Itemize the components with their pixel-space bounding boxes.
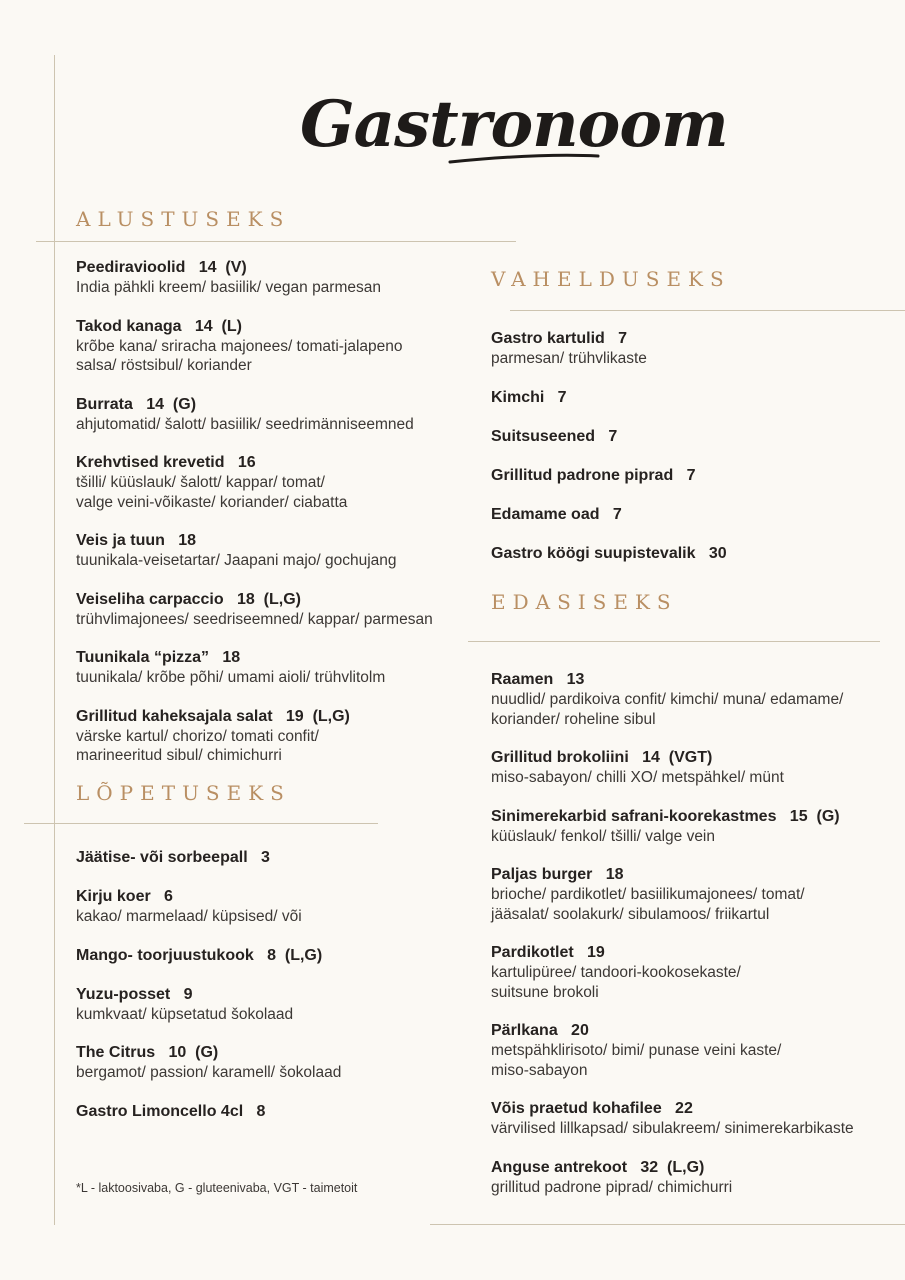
menu-item-name: Grillitud brokoliini 14 (VGT) [491,749,713,766]
menu-item [491,748,896,788]
menu-item-description: küüslauk/ fenkol/ tšilli/ valge vein [491,827,716,845]
menu-item [491,807,896,847]
menu-item-name: Gastro kartulid 7 [491,330,628,347]
menu-item-name: Mango- toorjuustukook 8 (L,G) [76,946,323,964]
menu-item [76,317,496,376]
menu-item [491,1158,896,1198]
menu-item [76,531,496,571]
menu-item-name: Suitsuseened 7 [491,427,618,445]
menu-item [76,453,496,512]
menu-item-description: grillitud padrone piprad/ chimichurri [491,1178,733,1196]
menu-item [76,985,416,1025]
menu-item-name: Grillitud padrone piprad 7 [491,466,696,484]
menu-item-name: Kirju koer 6 [76,888,173,905]
menu-item-description: marineeritud sibul/ chimichurri [76,747,282,764]
menu-item-description: miso-sabayon/ chilli XO/ metspähkel/ münt [491,769,784,786]
menu-item [76,887,416,927]
menu-item-description: krõbe kana/ sriracha majonees/ tomati-jalapeno [76,337,403,355]
menu-item-name: Anguse antrekoot 32 (L,G) [491,1158,705,1176]
menu-item [491,505,891,525]
menu-item [491,466,891,486]
menu-item-description: valge veini-võikaste/ koriander/ ciabatta [76,493,348,511]
menu-item-description: miso-sabayon [491,1061,588,1079]
menu-item-description: trühvlimajonees/ seedriseemned/ kappar/ parmesan [76,610,433,628]
menu-item-name: Võis praetud kohafilee 22 [491,1100,693,1117]
menu-item [76,648,496,688]
menu-item-description: metspähklirisoto/ bimi/ punase veini kaste/ [491,1042,782,1059]
menu-item-description: jääsalat/ soolakurk/ sibulamoos/ friikartul [491,905,770,923]
menu-item-description: India pähkli kreem/ basiilik/ vegan parmesan [76,279,381,296]
menu-item-description: suitsune brokoli [491,983,599,1001]
menu-item [76,590,496,630]
lopetuseks-list [76,848,416,1141]
menu-item-description: värske kartul/ chorizo/ tomati confit/ [76,727,319,745]
menu-item [76,1102,416,1122]
menu-item [491,670,896,729]
menu-item-description: parmesan/ trühvlikaste [491,350,647,367]
menu-item-name: Takod kanaga 14 (L) [76,317,242,335]
logo-swash [300,70,728,190]
menu-item-name: Sinimerekarbid safrani-koorekastmes 15 (G) [491,807,840,825]
menu-item [76,848,416,868]
edasiseks-list [491,670,896,1216]
menu-item-description: värvilised lillkapsad/ sibulakreem/ sinimerekarbikaste [491,1120,854,1137]
bottom-rule [430,1224,905,1225]
menu-item-name: Gastro Limoncello 4cl 8 [76,1102,266,1120]
menu-item [76,946,416,966]
menu-item-name: The Citrus 10 (G) [76,1044,219,1061]
section-title-alustuseks: ALUSTUSEKS [76,207,291,231]
menu-item-description: kartulipüree/ tandoori-kookosekaste/ [491,964,741,981]
allergen-footnote: *L - laktoosivaba, G - gluteenivaba, VGT - taimetoit [76,1181,358,1195]
menu-item [491,329,891,369]
lopetuseks-rule [24,823,378,824]
menu-item-description: brioche/ pardikotlet/ basiilikumajonees/ tomat/ [491,886,805,903]
edasiseks-rule [468,641,880,642]
menu-item-description: ahjutomatid/ šalott/ basiilik/ seedrimänniseemned [76,415,414,433]
menu-item [76,258,496,298]
menu-item [491,388,891,408]
menu-item [76,707,496,766]
section-title-vahelduseks: VAHELDUSEKS [491,267,731,291]
menu-item-description: koriander/ roheline sibul [491,710,656,728]
menu-item-description: tuunikala-veisetartar/ Jaapani majo/ gochujang [76,552,397,569]
menu-item [491,544,891,564]
menu-item-description: salsa/ röstsibul/ koriander [76,357,252,374]
brand-logo: Gastronoom [300,87,728,162]
menu-item-name: Pärlkana 20 [491,1022,589,1039]
left-vertical-rule [54,55,55,1225]
menu-item-name: Krehvtised krevetid 16 [76,454,256,471]
menu-item-name: Veiseliha carpaccio 18 (L,G) [76,590,301,608]
menu-item-name: Kimchi 7 [491,388,567,406]
menu-item-name: Pardikotlet 19 [491,944,605,961]
menu-item-name: Gastro köögi suupistevalik 30 [491,544,727,562]
menu-item [491,1099,896,1139]
menu-item [491,427,891,447]
menu-item-description: kumkvaat/ küpsetatud šokolaad [76,1005,294,1023]
menu-item-name: Paljas burger 18 [491,866,624,883]
menu-item-name: Peediravioolid 14 (V) [76,259,247,276]
alustuseks-list [76,258,496,785]
menu-item-description: kakao/ marmelaad/ küpsised/ või [76,908,302,925]
menu-item-name: Tuunikala “pizza” 18 [76,649,241,666]
menu-item-name: Yuzu-posset 9 [76,985,193,1003]
menu-item-name: Jäätise- või sorbeepall 3 [76,849,270,866]
vahelduseks-rule [510,310,905,311]
section-title-lopetuseks: LÕPETUSEKS [76,781,291,805]
menu-item-name: Edamame oad 7 [491,505,622,523]
menu-item [491,943,896,1002]
menu-item [491,865,896,924]
menu-item [76,395,496,435]
menu-item-name: Veis ja tuun 18 [76,532,197,549]
menu-item-name: Burrata 14 (G) [76,395,197,413]
menu-item [76,1043,416,1083]
vahelduseks-list [491,329,891,583]
menu-item [491,1021,896,1080]
menu-item-description: tuunikala/ krõbe põhi/ umami aioli/ trühvlitolm [76,669,386,686]
menu-item-description: tšilli/ küüslauk/ šalott/ kappar/ tomat/ [76,474,325,491]
section-title-edasiseks: EDASISEKS [491,590,678,614]
alustuseks-rule [36,241,516,242]
menu-item-name: Grillitud kaheksajala salat 19 (L,G) [76,707,350,725]
menu-item-name: Raamen 13 [491,671,585,688]
menu-item-description: nuudlid/ pardikoiva confit/ kimchi/ muna/ edamame/ [491,691,844,708]
menu-item-description: bergamot/ passion/ karamell/ šokolaad [76,1064,342,1081]
